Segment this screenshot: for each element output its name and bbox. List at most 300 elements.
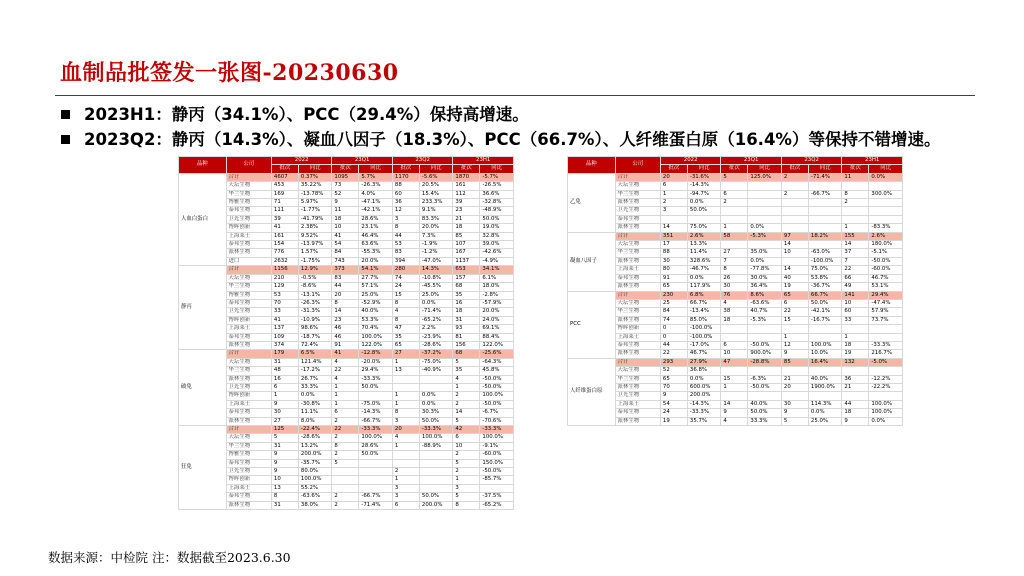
value-cell: 1170 xyxy=(392,173,419,181)
value-cell: 4 xyxy=(721,299,748,307)
value-cell: -77.8% xyxy=(748,266,782,274)
table-row xyxy=(179,409,514,417)
company-cell: 泰邦生物 xyxy=(226,241,271,249)
value-cell xyxy=(869,333,903,341)
table-row xyxy=(179,367,514,375)
company-cell: 进口 xyxy=(226,257,271,265)
value-cell: 70 xyxy=(271,299,298,307)
value-cell: 9.1% xyxy=(419,207,453,215)
value-cell: 11.1% xyxy=(298,409,331,417)
value-cell: 40.0% xyxy=(359,308,393,316)
value-cell: 20.0% xyxy=(419,224,453,232)
value-cell: -28.8% xyxy=(748,358,782,366)
value-cell: 50.0% xyxy=(687,207,720,215)
value-cell: 24 xyxy=(660,409,687,417)
value-cell: 31 xyxy=(271,442,298,450)
header-subcolumn: 批次 xyxy=(842,165,869,173)
value-cell: -33.3% xyxy=(359,426,393,434)
company-cell: 上海莱士 xyxy=(615,266,660,274)
value-cell: 11.4% xyxy=(687,249,720,257)
value-cell: 8 xyxy=(721,266,748,274)
value-cell: 63.6% xyxy=(359,241,393,249)
value-cell: 22 xyxy=(781,308,808,316)
value-cell: 2 xyxy=(332,493,359,501)
value-cell: 35 xyxy=(453,367,480,375)
value-cell xyxy=(419,383,453,391)
value-cell: 45.8% xyxy=(480,367,514,375)
table-row xyxy=(179,341,514,349)
header-subcolumn: 批次 xyxy=(453,165,480,173)
value-cell: 44 xyxy=(660,341,687,349)
value-cell: 22 xyxy=(332,367,359,375)
value-cell: -30.8% xyxy=(298,400,331,408)
table-row xyxy=(568,232,903,240)
value-cell: 36.6% xyxy=(480,190,514,198)
header-subcolumn: 批次 xyxy=(660,165,687,173)
company-cell: 合计 xyxy=(226,173,271,181)
value-cell xyxy=(359,392,393,400)
value-cell xyxy=(419,476,453,484)
value-cell: -4.9% xyxy=(480,257,514,265)
value-cell: 26.7% xyxy=(298,375,331,383)
value-cell: 2 xyxy=(781,190,808,198)
table-row xyxy=(568,409,903,417)
value-cell: -64.3% xyxy=(480,358,514,366)
value-cell: -100.0% xyxy=(687,325,720,333)
value-cell: 57.9% xyxy=(869,308,903,316)
company-cell: 泰邦生物 xyxy=(226,493,271,501)
value-cell xyxy=(808,392,842,400)
bullet-square-icon xyxy=(61,135,70,144)
table-row xyxy=(568,392,903,400)
value-cell: 65 xyxy=(781,291,808,299)
value-cell: 36.8% xyxy=(687,367,720,375)
value-cell: 46 xyxy=(332,325,359,333)
value-cell xyxy=(781,392,808,400)
value-cell: 3 xyxy=(392,417,419,425)
table-row xyxy=(568,207,903,215)
value-cell: 2.6% xyxy=(687,232,720,240)
value-cell: 0.0% xyxy=(748,257,782,265)
value-cell: 50.0% xyxy=(808,299,842,307)
company-cell: 合计 xyxy=(226,350,271,358)
value-cell: 8 xyxy=(332,442,359,450)
value-cell: 40 xyxy=(781,274,808,282)
value-cell: 1 xyxy=(392,392,419,400)
value-cell: 30 xyxy=(271,409,298,417)
value-cell: -13.78% xyxy=(298,190,331,198)
value-cell: 57.1% xyxy=(359,283,393,291)
header-period: 23H1 xyxy=(842,157,903,165)
table-row xyxy=(568,417,903,425)
value-cell: -42.1% xyxy=(359,207,393,215)
value-cell: -1.75% xyxy=(298,257,331,265)
value-cell: -5.7% xyxy=(480,173,514,181)
value-cell: 46.7% xyxy=(869,274,903,282)
table-row xyxy=(179,173,514,181)
value-cell xyxy=(721,367,748,375)
company-cell: 天坛生物 xyxy=(226,358,271,366)
value-cell: 18 xyxy=(842,409,869,417)
value-cell: 53 xyxy=(392,241,419,249)
value-cell: 39.0% xyxy=(480,241,514,249)
company-cell: 卫光生物 xyxy=(615,207,660,215)
value-cell: 13 xyxy=(392,367,419,375)
value-cell: 6 xyxy=(660,182,687,190)
value-cell: 5 xyxy=(271,434,298,442)
table-row xyxy=(179,350,514,358)
value-cell: 21 xyxy=(453,215,480,223)
value-cell: 27 xyxy=(271,417,298,425)
value-cell: 100.0% xyxy=(808,341,842,349)
value-cell: 88 xyxy=(392,182,419,190)
value-cell: 8.6% xyxy=(748,291,782,299)
value-cell: 19 xyxy=(781,283,808,291)
table-row xyxy=(568,367,903,375)
value-cell: 60 xyxy=(842,308,869,316)
value-cell: 85.0% xyxy=(687,316,720,324)
value-cell: 27 xyxy=(392,350,419,358)
value-cell: 132 xyxy=(842,358,869,366)
value-cell: 19 xyxy=(660,417,687,425)
value-cell: 453 xyxy=(271,182,298,190)
value-cell: 9 xyxy=(721,409,748,417)
company-cell: 卫光生物 xyxy=(226,383,271,391)
value-cell: 66 xyxy=(842,274,869,282)
value-cell: 1095 xyxy=(332,173,359,181)
value-cell xyxy=(359,468,393,476)
table-row xyxy=(179,207,514,215)
value-cell: 91 xyxy=(332,341,359,349)
value-cell: -13.4% xyxy=(687,308,720,316)
value-cell: 14 xyxy=(332,308,359,316)
table-row xyxy=(179,451,514,459)
value-cell: 50.0% xyxy=(419,493,453,501)
value-cell: -33.3% xyxy=(359,375,393,383)
value-cell: 3 xyxy=(392,484,419,492)
value-cell: -63.6% xyxy=(748,299,782,307)
company-cell: 天坛生物 xyxy=(615,182,660,190)
value-cell xyxy=(781,182,808,190)
header-subcolumn: 同比 xyxy=(687,165,720,173)
value-cell: -5.3% xyxy=(748,316,782,324)
value-cell xyxy=(808,325,842,333)
value-cell: 35.0% xyxy=(748,249,782,257)
company-cell: 卫光生物 xyxy=(226,215,271,223)
company-cell: 派林生物 xyxy=(615,199,660,207)
table-row xyxy=(568,249,903,257)
value-cell: 44 xyxy=(332,283,359,291)
value-cell xyxy=(781,207,808,215)
value-cell xyxy=(332,468,359,476)
value-cell: 24.0% xyxy=(480,316,514,324)
value-cell: -13.97% xyxy=(298,241,331,249)
table-row xyxy=(179,249,514,257)
value-cell xyxy=(748,392,782,400)
value-cell: 1 xyxy=(453,383,480,391)
table-row xyxy=(179,299,514,307)
value-cell: -63.6% xyxy=(298,493,331,501)
value-cell xyxy=(392,375,419,383)
category-cell: 静丙 xyxy=(179,266,227,350)
value-cell: -1.2% xyxy=(419,249,453,257)
table-row xyxy=(179,434,514,442)
value-cell xyxy=(842,325,869,333)
value-cell: 20 xyxy=(781,383,808,391)
value-cell xyxy=(808,182,842,190)
page-title: 血制品批签发一张图-20230630 xyxy=(60,60,399,86)
value-cell: 6 xyxy=(781,299,808,307)
value-cell xyxy=(748,207,782,215)
value-cell: -17.2% xyxy=(298,367,331,375)
value-cell: 23 xyxy=(332,316,359,324)
value-cell: 1.57% xyxy=(298,249,331,257)
value-cell: 3 xyxy=(392,215,419,223)
value-cell: -100.0% xyxy=(687,333,720,341)
value-cell: 0.0% xyxy=(808,409,842,417)
value-cell: 4 xyxy=(392,308,419,316)
value-cell: 46 xyxy=(332,333,359,341)
value-cell: 141 xyxy=(842,291,869,299)
company-cell: 泰邦生物 xyxy=(226,409,271,417)
value-cell xyxy=(721,333,748,341)
table-row xyxy=(179,476,514,484)
value-cell: 200.0% xyxy=(419,501,453,509)
value-cell: 44 xyxy=(842,400,869,408)
value-cell: 9 xyxy=(842,417,869,425)
header-period: 23Q1 xyxy=(721,157,782,165)
value-cell: 2 xyxy=(781,173,808,181)
value-cell: -33.3% xyxy=(869,341,903,349)
value-cell xyxy=(869,367,903,375)
bullet-text: 2023H1：静丙（34.1%）、PCC（29.4%）保持高增速。 xyxy=(84,105,529,124)
value-cell: 31 xyxy=(271,358,298,366)
value-cell: -14.3% xyxy=(359,409,393,417)
value-cell: 1 xyxy=(271,392,298,400)
value-cell: 75.0% xyxy=(687,224,720,232)
value-cell: 37 xyxy=(842,249,869,257)
value-cell xyxy=(419,451,453,459)
value-cell: -85.7% xyxy=(480,476,514,484)
value-cell: 1 xyxy=(453,476,480,484)
header-subcolumn: 批次 xyxy=(781,165,808,173)
value-cell: 10 xyxy=(721,350,748,358)
value-cell: 0.0% xyxy=(298,392,331,400)
value-cell: -25.6% xyxy=(480,350,514,358)
value-cell: 30 xyxy=(781,400,808,408)
header-subcolumn: 批次 xyxy=(332,165,359,173)
value-cell: 1 xyxy=(392,400,419,408)
value-cell: 129 xyxy=(271,283,298,291)
table-row xyxy=(179,224,514,232)
value-cell: 68 xyxy=(453,350,480,358)
value-cell: 8 xyxy=(271,493,298,501)
value-cell: 394 xyxy=(392,257,419,265)
value-cell: 5 xyxy=(721,173,748,181)
value-cell: 10 xyxy=(842,299,869,307)
value-cell: 100.0% xyxy=(480,392,514,400)
value-cell: 6 xyxy=(721,341,748,349)
value-cell xyxy=(748,333,782,341)
company-cell: 派林生物 xyxy=(226,501,271,509)
company-cell: 华兰生物 xyxy=(615,249,660,257)
value-cell: 5 xyxy=(453,493,480,501)
value-cell: 30 xyxy=(660,257,687,265)
value-cell: -9.1% xyxy=(480,442,514,450)
company-cell: 泰邦生物 xyxy=(226,299,271,307)
table-row xyxy=(179,459,514,467)
company-cell: 卫光生物 xyxy=(615,392,660,400)
table-row xyxy=(179,199,514,207)
bullet-item xyxy=(57,102,977,127)
value-cell: 22 xyxy=(842,266,869,274)
table-row xyxy=(179,468,514,476)
value-cell: 7 xyxy=(842,257,869,265)
company-cell: 派林生物 xyxy=(615,383,660,391)
value-cell xyxy=(419,375,453,383)
value-cell: 374 xyxy=(271,341,298,349)
value-cell: 233.3% xyxy=(419,199,453,207)
value-cell: 98.6% xyxy=(298,325,331,333)
value-cell: 157 xyxy=(453,274,480,282)
value-cell: 26 xyxy=(721,274,748,282)
value-cell: 10 xyxy=(781,249,808,257)
value-cell: 8 xyxy=(392,224,419,232)
value-cell: -52.9% xyxy=(359,299,393,307)
value-cell: 150.0% xyxy=(480,459,514,467)
table-row xyxy=(568,299,903,307)
value-cell: 2 xyxy=(332,434,359,442)
value-cell: 29.4% xyxy=(359,367,393,375)
value-cell xyxy=(687,215,720,223)
value-cell: 39 xyxy=(453,199,480,207)
category-cell: 狂免 xyxy=(179,426,227,510)
value-cell: -65.2% xyxy=(480,501,514,509)
value-cell xyxy=(359,459,393,467)
value-cell: 22 xyxy=(332,426,359,434)
value-cell: 1156 xyxy=(271,266,298,274)
value-cell xyxy=(660,215,687,223)
value-cell: 1 xyxy=(660,190,687,198)
value-cell: 2 xyxy=(721,199,748,207)
value-cell: 73.7% xyxy=(869,316,903,324)
value-cell: -55.3% xyxy=(359,249,393,257)
value-cell: 1137 xyxy=(453,257,480,265)
right-data-table xyxy=(567,156,903,426)
value-cell: 280 xyxy=(392,266,419,274)
header-period: 23Q2 xyxy=(392,157,453,165)
company-cell: 上海莱士 xyxy=(226,484,271,492)
company-cell: 华兰生物 xyxy=(226,442,271,450)
value-cell: -22.4% xyxy=(298,426,331,434)
value-cell xyxy=(808,333,842,341)
value-cell: 21 xyxy=(842,383,869,391)
value-cell: 25.0% xyxy=(419,291,453,299)
table-row xyxy=(568,215,903,223)
value-cell: 53 xyxy=(271,291,298,299)
value-cell: 18 xyxy=(332,215,359,223)
table-row xyxy=(568,383,903,391)
value-cell: 35 xyxy=(453,291,480,299)
value-cell: 74 xyxy=(660,316,687,324)
value-cell: -28.6% xyxy=(419,341,453,349)
value-cell: -83.3% xyxy=(869,224,903,232)
value-cell: 46.4% xyxy=(359,232,393,240)
company-cell: 泰邦生物 xyxy=(615,215,660,223)
value-cell: 8.0% xyxy=(298,417,331,425)
value-cell: 8 xyxy=(392,299,419,307)
value-cell xyxy=(419,459,453,467)
value-cell: 14.3% xyxy=(419,266,453,274)
value-cell: 40.0% xyxy=(808,375,842,383)
value-cell: 13 xyxy=(271,484,298,492)
value-cell: 7.3% xyxy=(419,232,453,240)
table-row xyxy=(179,375,514,383)
value-cell: 107 xyxy=(453,241,480,249)
value-cell: -66.7% xyxy=(808,190,842,198)
bullet-text: 2023Q2：静丙（14.3%）、凝血八因子（18.3%）、PCC（66.7%）、人纤维蛋白原（16.4%）等保持不错增速。 xyxy=(84,130,941,149)
left-data-table xyxy=(178,156,514,510)
value-cell: 20.5% xyxy=(419,182,453,190)
value-cell: 41 xyxy=(271,316,298,324)
value-cell: 33.3% xyxy=(298,383,331,391)
value-cell: 65 xyxy=(660,375,687,383)
company-cell: 博晖创新 xyxy=(615,325,660,333)
value-cell: -36.7% xyxy=(808,283,842,291)
value-cell: -31.3% xyxy=(298,308,331,316)
value-cell: 54.1% xyxy=(359,266,393,274)
value-cell: 18 xyxy=(453,224,480,232)
value-cell: 71 xyxy=(271,199,298,207)
value-cell xyxy=(781,215,808,223)
value-cell: 83 xyxy=(332,274,359,282)
value-cell: 216.7% xyxy=(869,350,903,358)
value-cell xyxy=(842,367,869,375)
table-row xyxy=(179,266,514,274)
value-cell xyxy=(842,215,869,223)
value-cell: 1 xyxy=(842,333,869,341)
table-row xyxy=(568,325,903,333)
table-header-row xyxy=(568,157,903,165)
value-cell: -28.6% xyxy=(298,434,331,442)
value-cell: 29.4% xyxy=(869,291,903,299)
value-cell: 0.0% xyxy=(687,375,720,383)
value-cell: -45.5% xyxy=(419,283,453,291)
table-row xyxy=(179,417,514,425)
value-cell: 1 xyxy=(842,224,869,232)
value-cell xyxy=(869,182,903,190)
company-cell: 上海莱士 xyxy=(615,333,660,341)
value-cell: -35.7% xyxy=(298,459,331,467)
value-cell: -20.0% xyxy=(359,358,393,366)
value-cell: 2 xyxy=(332,501,359,509)
company-cell: 天坛生物 xyxy=(226,274,271,282)
value-cell: 0.0% xyxy=(419,400,453,408)
value-cell: -12.2% xyxy=(869,375,903,383)
value-cell: -71.4% xyxy=(808,173,842,181)
value-cell: 50.0% xyxy=(359,383,393,391)
company-cell: 派林生物 xyxy=(615,417,660,425)
value-cell: 36 xyxy=(392,199,419,207)
value-cell: 373 xyxy=(332,266,359,274)
value-cell: 2 xyxy=(453,468,480,476)
table-row xyxy=(568,241,903,249)
value-cell: 7 xyxy=(721,257,748,265)
value-cell: 112 xyxy=(453,190,480,198)
value-cell: 179 xyxy=(271,350,298,358)
value-cell: -50.0% xyxy=(748,383,782,391)
company-cell: 华兰生物 xyxy=(615,190,660,198)
